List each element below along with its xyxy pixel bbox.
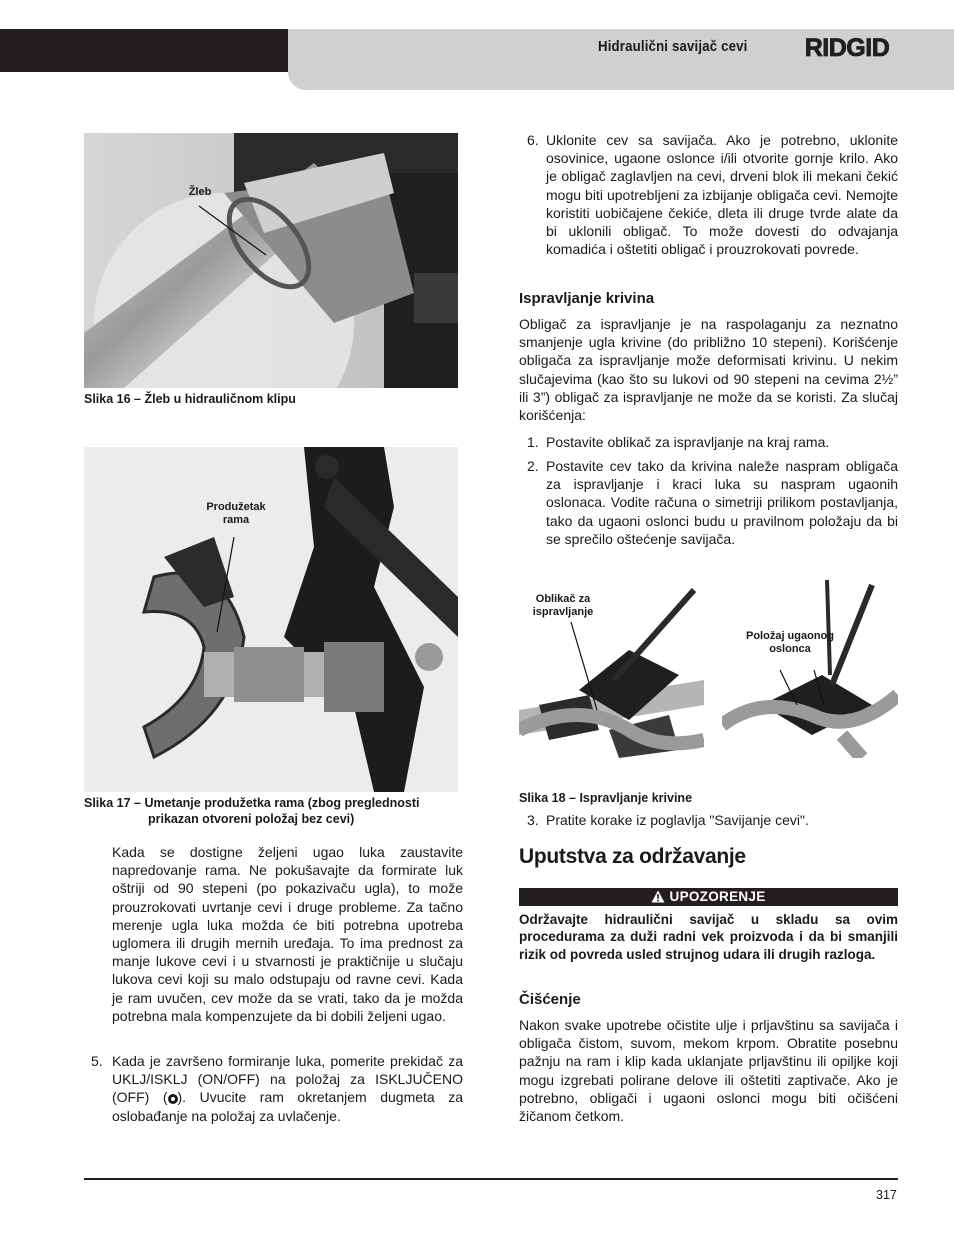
maintenance-heading: Uputstva za održavanje [519, 845, 746, 868]
step5-text-end: ). Uvucite ram okretanjem dugmeta za oslobađanje na položaj za uvlačenje. [112, 1089, 463, 1124]
straightening-paragraph: Obligač za ispravljanje je na raspolaganju za neznatno smanjenje ugla krivine (do približno 10 stepeni). Korišćenje obligača za ispravljanje može deformisati krivinu. U nekim slučajevima (kao što su lukovi od 90 stepeni na cevima 2½” ili 3”) obligač za ispravljanje ne može da se koristi. Za slučaj korišćenja: [519, 316, 898, 424]
warning-label: UPOZORENJE [669, 889, 766, 904]
warning-triangle-icon [651, 890, 665, 903]
figure17-caption-line1: Slika 17 – Umetanje produžetka rama (zbog preglednosti [84, 796, 420, 810]
step5-number: 5. [91, 1053, 103, 1069]
footer-rule [84, 1178, 898, 1180]
cleaning-heading: Čišćenje [519, 991, 581, 1008]
figure18-callout-right: Položaj ugaonog oslonca [746, 630, 834, 655]
step5-text-start: Kada je završeno formiranje luka, pomerite prekidač za UKLJ/ISKLJ (ON/OFF) na položaj za ISKLJUČENO (OFF) ( [112, 1053, 463, 1106]
straightening-step2-number: 2. [527, 458, 539, 474]
straightening-step2-text: Postavite cev tako da krivina naleže naspram obligača za ispravljanje i kraci luka su naspram ugaonih oslonaca. Vodite računa o simetriji prilikom postavljanja, tako da ugaoni oslonci budu u pravilnom položaju da bi se sprečilo oštećenje savijača. [546, 458, 898, 547]
warning-text: Održavajte hidraulični savijač u skladu sa ovim procedurama za duži radni vek proizvoda i da bi smanjili rizik od povreda usled strujnog udara ili drugih razloga. [519, 912, 898, 962]
step6-text: Uklonite cev sa savijača. Ako je potrebno, uklonite osovinice, ugaone oslonce i/ili otvorite gornje krilo. Ako je obligač zaglavljen na cevi, drveni blok ili mekani čekić mogu biti upotrebljeni za izbijanje obligača cevi. Nemojte koristiti uobičajene čekiće, dleta ili druge tvrde alate da bi uklonili obligač. To može dovesti do odvajanja komadića i oštetiti obligač i prouzrokovati povrede. [546, 132, 898, 258]
header-title: Hidraulični savijač cevi [598, 38, 748, 55]
figure16-callout: Žleb [188, 186, 212, 198]
off-symbol-icon [168, 1094, 178, 1104]
figure16-photo [84, 133, 458, 388]
warning-bar [519, 888, 898, 906]
figure18-photo-right [722, 575, 898, 758]
step6-number: 6. [527, 132, 539, 148]
figure18-caption: Slika 18 – Ispravljanje krivine [519, 791, 693, 805]
page-number: 317 [876, 1188, 897, 1202]
straightening-heading: Ispravljanje krivina [519, 290, 655, 307]
figure17-caption-line2: prikazan otvoreni položaj bez cevi) [148, 812, 355, 826]
figure16-caption: Slika 16 – Žleb u hidrauličnom klipu [84, 392, 296, 406]
straightening-step1-text: Postavite oblikač za ispravljanje na kraj rama. [546, 434, 830, 450]
ridgid-logo [795, 34, 899, 62]
header-grey-tab [288, 72, 954, 90]
figure17-callout: Produžetak rama [206, 501, 266, 526]
logo-text: RIDGID [804, 34, 890, 62]
straightening-step1-number: 1. [527, 434, 539, 450]
left-body-paragraph: Kada se dostigne željeni ugao luka zaustavite napredovanje rama. Ne pokušavajte da formirate luk oštriji od 90 stepeni (po pokazivaču ugla), to može prouzrokovati uvrtanje cevi i druge probleme. Za tačno merenje ugla luka možda će biti potrebna upotreba uglomera ili drugih mernih uređaja. To ima prednost za manje lukove cevi i u stvarnosti je praktičnije u slučaju lukova cevi koji su malo odstupaju od ravne cevi. Kada je ram uvučen, cev može da se vrati, tako da je možda potrebna mala kompenzujete da bi dobili željeni ugao. [112, 844, 463, 1024]
cleaning-text: Nakon svake upotrebe očistite ulje i prljavštinu sa savijača i obligača čistom, suvom, mekom krpom. Obratite posebnu pažnju na ram i klip kada uklanjate prljavštinu ili opiljke koji mogu izgrebati polirane delove ili oštetiti zaptivače. Ako je potrebno, obligači i ugaoni oslonci mogu biti očišćeni žičanom četkom. [519, 1017, 898, 1125]
step5-text [112, 1052, 463, 1125]
figure18-callout-left: Oblikač za ispravljanje [532, 593, 594, 618]
straightening-step3-text: Pratite korake iz poglavlja "Savijanje cevi". [546, 812, 809, 828]
straightening-step3-number: 3. [527, 812, 539, 828]
figure17-photo [84, 447, 458, 792]
header-black-bar [0, 29, 288, 72]
